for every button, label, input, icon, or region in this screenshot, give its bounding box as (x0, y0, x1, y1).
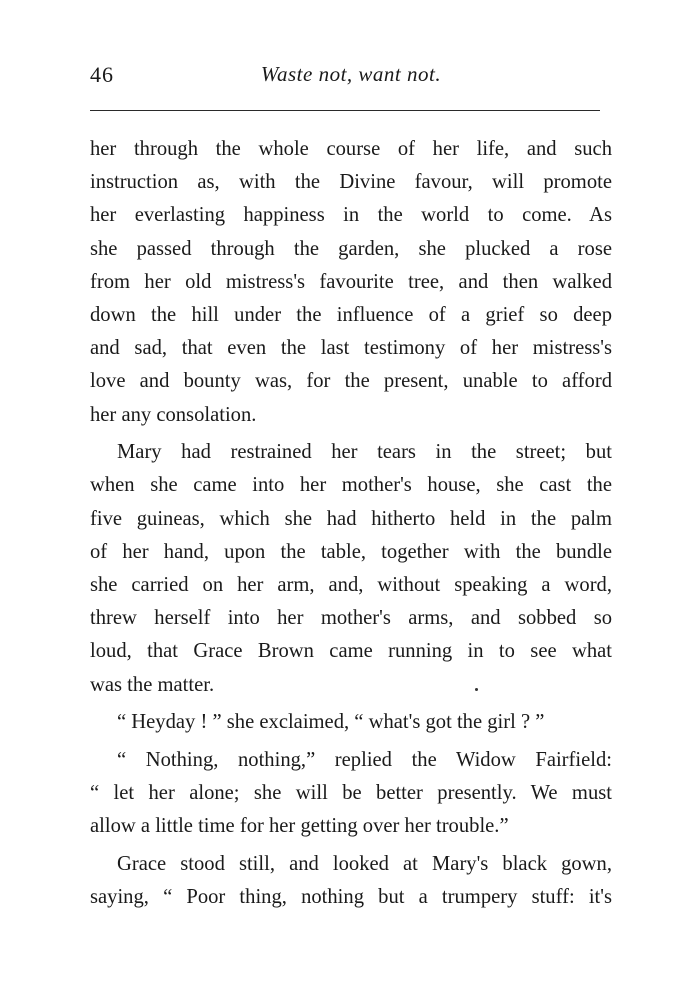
text-line: down the hill under the influence of a grief so deep (90, 303, 612, 326)
paragraph (90, 706, 612, 739)
text-line: from her old mistress's favourite tree, and then walked (90, 270, 612, 293)
paragraph (90, 133, 612, 432)
text-line: love and bounty was, for the present, unable to afford (90, 370, 612, 393)
text-line: of her hand, upon the table, together with the bundle (90, 540, 612, 563)
running-head (90, 62, 612, 98)
text-line: Mary had restrained her tears in the street; but (117, 441, 612, 464)
paragraph (90, 436, 612, 702)
body-text (90, 133, 612, 914)
text-line: loud, that Grace Brown came running in to see what (90, 640, 612, 663)
text-line: and sad, that even the last testimony of her mistress's (90, 337, 612, 360)
text-line: she carried on her arm, and, without speaking a word, (90, 573, 612, 596)
text-line: when she came into her mother's house, she cast the (90, 474, 612, 497)
text-line: her everlasting happiness in the world to come. As (90, 204, 612, 227)
ink-speck (475, 688, 478, 691)
text-line: “ Nothing, nothing,” replied the Widow Fairfield: (117, 748, 612, 771)
paragraph (90, 744, 612, 844)
text-line: “ let her alone; she will be better presently. We must (90, 782, 612, 805)
text-line: allow a little time for her getting over her trouble.” (90, 815, 509, 838)
text-line: her any consolation. (90, 403, 257, 426)
page-number: 46 (90, 62, 114, 87)
text-line: saying, “ Poor thing, nothing but a trumpery stuff: it's (90, 886, 612, 909)
text-line: instruction as, with the Divine favour, will promote (90, 171, 612, 194)
header-rule (90, 110, 600, 111)
text-line: was the matter. (90, 673, 215, 696)
running-title: Waste not, want not. (260, 62, 442, 86)
text-line: her through the whole course of her life, and such (90, 138, 612, 160)
text-line: threw herself into her mother's arms, and sobbed so (90, 607, 612, 630)
text-line: five guineas, which she had hitherto held in the palm (90, 507, 612, 530)
paragraph (90, 848, 612, 914)
text-line: Grace stood still, and looked at Mary's black gown, (117, 852, 612, 875)
text-line: she passed through the garden, she plucked a rose (90, 237, 612, 260)
text-line: “ Heyday ! ” she exclaimed, “ what's got the girl ? ” (117, 711, 545, 734)
